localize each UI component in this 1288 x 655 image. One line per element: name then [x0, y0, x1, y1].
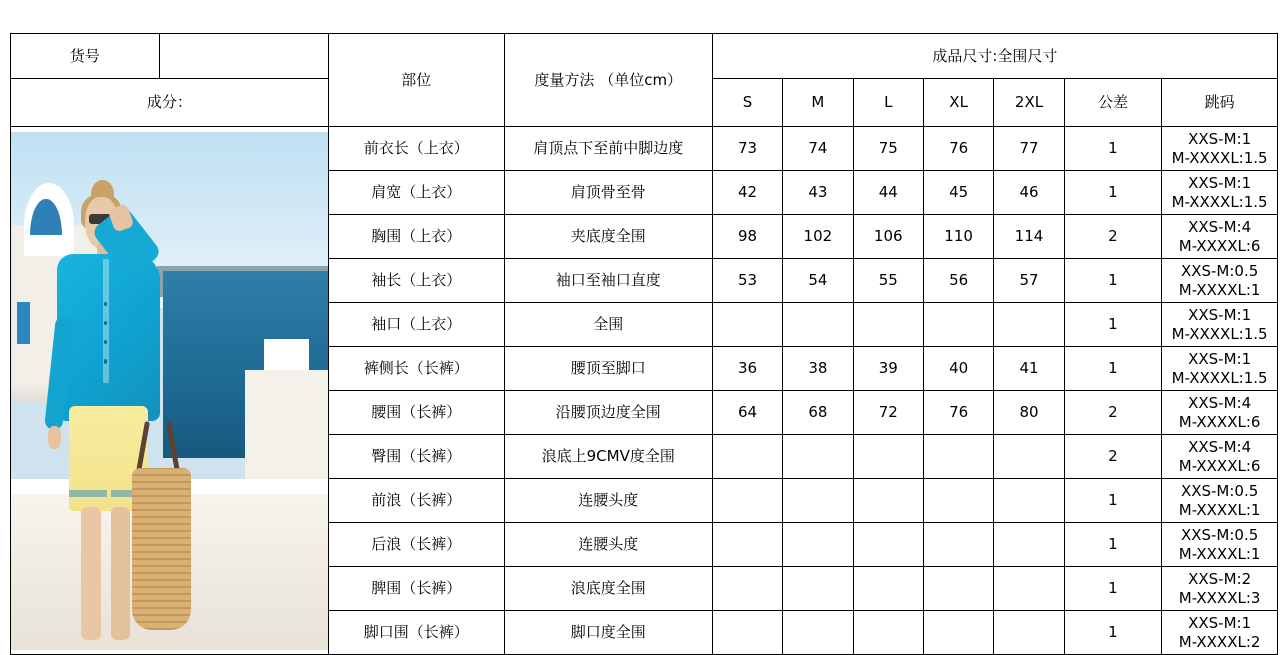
row-value-2xl: 114 [994, 215, 1064, 259]
row-value-xl: 110 [923, 215, 993, 259]
row-value-xl [923, 435, 993, 479]
row-jump [1162, 303, 1278, 347]
row-jump-line2: M-XXXXL:6 [1178, 412, 1261, 431]
row-value-m [783, 435, 853, 479]
row-value-2xl [994, 479, 1064, 523]
row-tolerance: 2 [1064, 215, 1162, 259]
row-value-s [712, 479, 782, 523]
row-jump-line2: M-XXXXL:1.5 [1171, 324, 1268, 343]
row-method: 脚口度全围 [504, 611, 712, 655]
row-jump [1162, 215, 1278, 259]
composition-label: 成分： [11, 79, 329, 127]
row-tolerance: 1 [1064, 347, 1162, 391]
row-tolerance: 1 [1064, 127, 1162, 171]
row-value-xl: 45 [923, 171, 993, 215]
column-header-tolerance: 公差 [1064, 79, 1162, 127]
row-jump-line1: XXS-M:1 [1188, 129, 1252, 148]
row-value-l: 44 [853, 171, 923, 215]
item-no-label: 货号 [11, 34, 160, 79]
row-jump-line2: M-XXXXL:1 [1178, 280, 1261, 299]
row-value-l: 106 [853, 215, 923, 259]
row-value-s [712, 523, 782, 567]
row-jump-line1: XXS-M:1 [1188, 305, 1252, 324]
row-value-2xl [994, 611, 1064, 655]
row-value-l [853, 479, 923, 523]
row-tolerance: 1 [1064, 303, 1162, 347]
column-header-method: 度量方法 （单位cm） [504, 34, 712, 127]
column-header-size-m: M [783, 79, 853, 127]
row-part: 脚口围（长裤） [328, 611, 504, 655]
row-value-l [853, 303, 923, 347]
row-value-l [853, 611, 923, 655]
row-jump-line2: M-XXXXL:1.5 [1171, 148, 1268, 167]
row-value-xl: 40 [923, 347, 993, 391]
row-jump-line1: XXS-M:1 [1188, 349, 1252, 368]
row-jump-line1: XXS-M:1 [1188, 613, 1252, 632]
row-value-m [783, 611, 853, 655]
row-jump [1162, 435, 1278, 479]
model-photo [11, 127, 329, 655]
column-header-size-s: S [712, 79, 782, 127]
row-value-l: 72 [853, 391, 923, 435]
row-value-xl: 56 [923, 259, 993, 303]
row-value-xl [923, 303, 993, 347]
row-jump [1162, 479, 1278, 523]
row-value-2xl: 77 [994, 127, 1064, 171]
row-jump [1162, 259, 1278, 303]
row-value-m: 102 [783, 215, 853, 259]
row-part: 前浪（长裤） [328, 479, 504, 523]
row-value-2xl: 46 [994, 171, 1064, 215]
row-value-m [783, 303, 853, 347]
row-value-m [783, 479, 853, 523]
row-value-s: 53 [712, 259, 782, 303]
row-value-m: 38 [783, 347, 853, 391]
row-jump [1162, 391, 1278, 435]
row-part: 腰围（长裤） [328, 391, 504, 435]
row-part: 袖长（上衣） [328, 259, 504, 303]
row-tolerance: 1 [1064, 259, 1162, 303]
row-value-2xl [994, 435, 1064, 479]
row-value-s: 73 [712, 127, 782, 171]
column-header-size-l: L [853, 79, 923, 127]
row-value-2xl [994, 523, 1064, 567]
row-value-2xl: 80 [994, 391, 1064, 435]
row-part: 脾围（长裤） [328, 567, 504, 611]
row-part: 袖口（上衣） [328, 303, 504, 347]
row-method: 浪底度全围 [504, 567, 712, 611]
row-value-s [712, 567, 782, 611]
row-value-m: 43 [783, 171, 853, 215]
row-method: 肩顶点下至前中脚边度 [504, 127, 712, 171]
row-jump [1162, 171, 1278, 215]
row-jump-line2: M-XXXXL:2 [1178, 632, 1261, 651]
column-header-finished-size: 成品尺寸:全围尺寸 [712, 34, 1277, 79]
row-jump-line2: M-XXXXL:6 [1178, 236, 1261, 255]
row-jump [1162, 567, 1278, 611]
row-value-l: 75 [853, 127, 923, 171]
row-value-l [853, 523, 923, 567]
row-jump-line2: M-XXXXL:1 [1178, 500, 1261, 519]
row-method: 沿腰顶边度全围 [504, 391, 712, 435]
row-value-s: 64 [712, 391, 782, 435]
row-method: 夹底度全围 [504, 215, 712, 259]
row-part: 裤侧长（长裤） [328, 347, 504, 391]
row-jump-line1: XXS-M:0.5 [1180, 481, 1259, 500]
item-no-value[interactable] [159, 34, 328, 79]
row-tolerance: 1 [1064, 479, 1162, 523]
row-value-xl [923, 479, 993, 523]
row-jump-line2: M-XXXXL:1.5 [1171, 368, 1268, 387]
row-value-s: 42 [712, 171, 782, 215]
column-header-size-2xl: 2XL [994, 79, 1064, 127]
row-value-2xl: 41 [994, 347, 1064, 391]
row-part: 臀围（长裤） [328, 435, 504, 479]
row-value-s: 98 [712, 215, 782, 259]
row-value-xl: 76 [923, 127, 993, 171]
row-jump-line1: XXS-M:2 [1188, 569, 1252, 588]
row-jump-line2: M-XXXXL:1 [1178, 544, 1261, 563]
row-value-s: 36 [712, 347, 782, 391]
column-header-jump: 跳码 [1162, 79, 1278, 127]
row-part: 肩宽（上衣） [328, 171, 504, 215]
row-value-l [853, 567, 923, 611]
table-row [11, 127, 1278, 171]
row-tolerance: 1 [1064, 567, 1162, 611]
row-value-m [783, 567, 853, 611]
row-jump [1162, 611, 1278, 655]
row-jump [1162, 347, 1278, 391]
row-tolerance: 1 [1064, 523, 1162, 567]
row-jump-line2: M-XXXXL:3 [1178, 588, 1261, 607]
row-tolerance: 2 [1064, 391, 1162, 435]
row-value-m: 54 [783, 259, 853, 303]
column-header-part: 部位 [328, 34, 504, 127]
header-row-1 [11, 34, 1278, 79]
row-method: 连腰头度 [504, 479, 712, 523]
row-value-2xl [994, 567, 1064, 611]
row-value-l: 39 [853, 347, 923, 391]
row-part: 前衣长（上衣） [328, 127, 504, 171]
row-value-xl [923, 523, 993, 567]
row-value-2xl [994, 303, 1064, 347]
row-value-m: 68 [783, 391, 853, 435]
row-value-s [712, 435, 782, 479]
row-value-s [712, 303, 782, 347]
row-part: 胸围（上衣） [328, 215, 504, 259]
row-jump-line1: XXS-M:4 [1188, 393, 1252, 412]
row-jump [1162, 127, 1278, 171]
row-jump-line2: M-XXXXL:6 [1178, 456, 1261, 475]
row-method: 连腰头度 [504, 523, 712, 567]
row-tolerance: 1 [1064, 611, 1162, 655]
row-value-xl: 76 [923, 391, 993, 435]
row-value-s [712, 611, 782, 655]
row-jump-line1: XXS-M:0.5 [1180, 525, 1259, 544]
row-jump [1162, 523, 1278, 567]
row-jump-line1: XXS-M:1 [1188, 173, 1252, 192]
row-value-m [783, 523, 853, 567]
row-tolerance: 2 [1064, 435, 1162, 479]
row-jump-line1: XXS-M:4 [1188, 217, 1252, 236]
row-value-l: 55 [853, 259, 923, 303]
row-method: 浪底上9CMV度全围 [504, 435, 712, 479]
row-value-2xl: 57 [994, 259, 1064, 303]
row-jump-line1: XXS-M:0.5 [1180, 261, 1259, 280]
row-method: 腰顶至脚口 [504, 347, 712, 391]
row-value-xl [923, 611, 993, 655]
row-method: 袖口至袖口直度 [504, 259, 712, 303]
column-header-size-xl: XL [923, 79, 993, 127]
row-tolerance: 1 [1064, 171, 1162, 215]
row-jump-line2: M-XXXXL:1.5 [1171, 192, 1268, 211]
row-value-m: 74 [783, 127, 853, 171]
row-value-xl [923, 567, 993, 611]
row-part: 后浪（长裤） [328, 523, 504, 567]
size-spec-table [10, 33, 1278, 655]
row-method: 全围 [504, 303, 712, 347]
row-jump-line1: XXS-M:4 [1188, 437, 1252, 456]
row-method: 肩顶骨至骨 [504, 171, 712, 215]
row-value-l [853, 435, 923, 479]
